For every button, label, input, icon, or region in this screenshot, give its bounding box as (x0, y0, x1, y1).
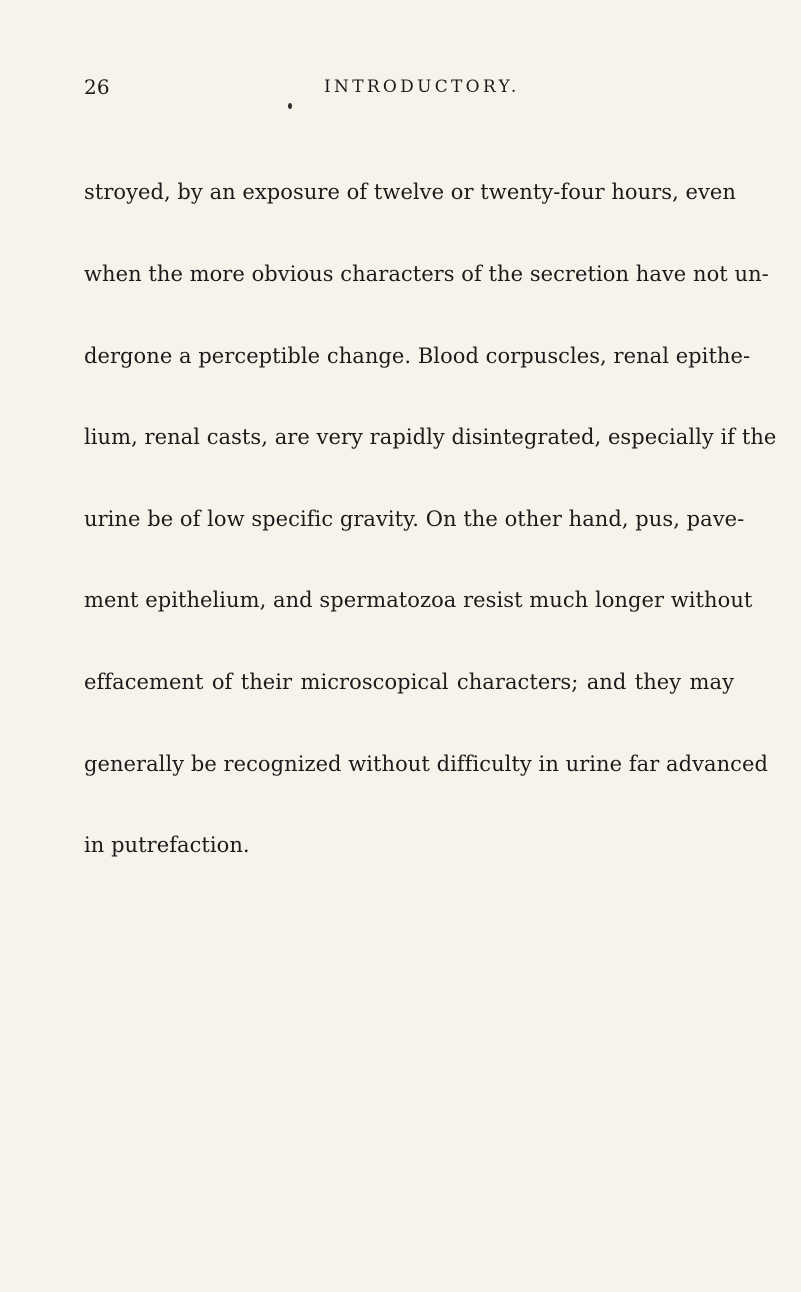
page-number: 26 (84, 75, 110, 99)
text-line: stroyed, by an exposure of twelve or twenty-four hours, even (84, 180, 736, 205)
text-line: dergone a perceptible change. Blood corpuscles, renal epithe- (84, 343, 751, 368)
ink-speck (288, 103, 292, 109)
text-line: when the more obvious characters of the secretion have not un- (84, 262, 769, 287)
text-line: ment epithelium, and spermatozoa resist much longer without (84, 588, 753, 613)
text-line: urine be of low specific gravity. On the other hand, pus, pave- (84, 506, 745, 531)
text-line: in putrefaction. (84, 833, 250, 858)
page-header (84, 77, 724, 101)
running-head: INTRODUCTORY. (324, 77, 520, 97)
text-line: generally be recognized without difficulty in urine far advanced (84, 751, 768, 776)
text-line: lium, renal casts, are very rapidly disintegrated, especially if the (84, 425, 777, 450)
body-paragraph (84, 125, 777, 914)
text-line: effacement of their microscopical characters; and they may (84, 670, 734, 695)
